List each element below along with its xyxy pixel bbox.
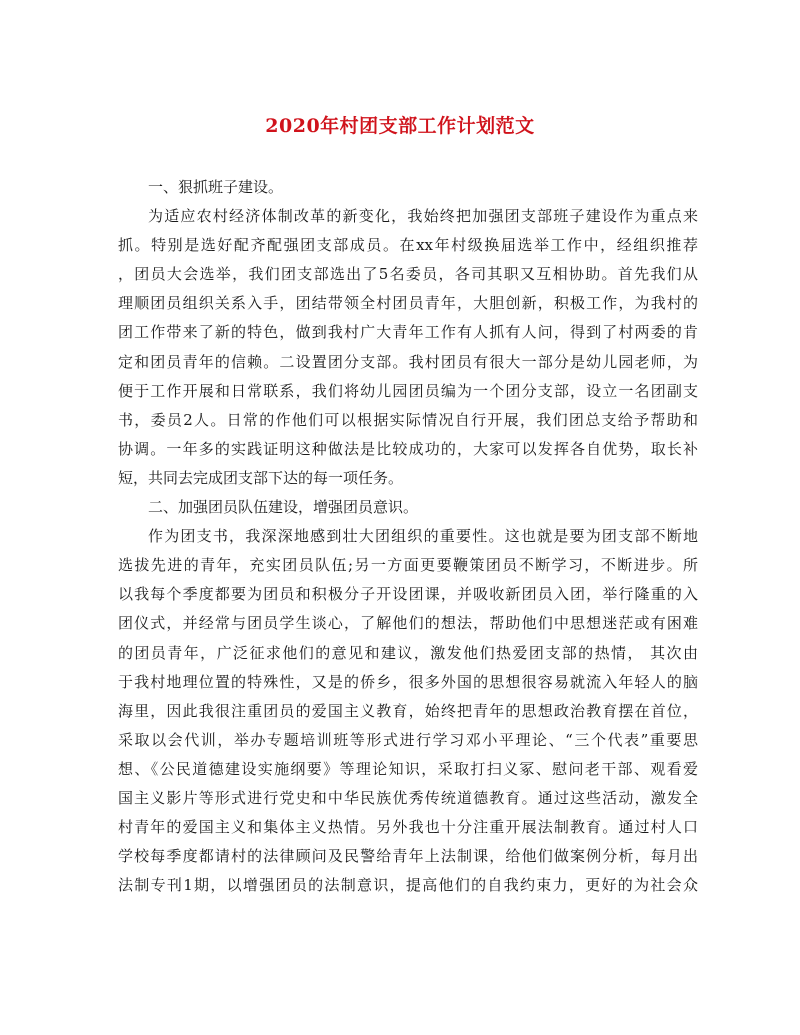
paragraph-line: 海里，因此我很注重团员的爱国主义教育，始终把青年的思想政治教育摆在首位， (118, 701, 698, 720)
paragraph-line: 于我村地理位置的特殊性，又是的侨乡，很多外国的思想很容易就流入年轻人的脑 (118, 672, 698, 691)
paragraph-line: 书，委员2人。日常的作他们可以根据实际情况自行开展，我们团总支给予帮助和 (118, 410, 698, 429)
paragraph-line: 采取以会代训，举办专题培训班等形式进行学习邓小平理论、“三个代表”重要思 (118, 730, 698, 749)
document-body (118, 173, 698, 900)
paragraph-line: 便于工作开展和日常联系，我们将幼儿园团员编为一个团分支部，设立一名团副支 (118, 381, 698, 400)
paragraph-line: 想、《公民道德建设实施纲要》等理论知识，采取打扫义冢、慰问老干部、观看爱 (118, 759, 698, 778)
paragraph-line: 国主义影片等形式进行党史和中华民族优秀传统道德教育。通过这些活动，激发全 (118, 788, 698, 807)
paragraph-line: ，团员大会选举，我们团支部选出了5名委员，各司其职又互相协助。首先我们从 (118, 265, 698, 284)
paragraph-line: 理顺团员组织关系入手，团结带领全村团员青年，大胆创新，积极工作，为我村的 (118, 294, 698, 313)
document-title: 2020年村团支部工作计划范文 (265, 115, 535, 137)
section-heading-1: 一、狠抓班子建设。 (148, 178, 284, 196)
paragraph-line: 短，共同去完成团支部下达的每一项任务。 (118, 468, 404, 487)
paragraph-line: 村青年的爱国主义和集体主义热情。另外我也十分注重开展法制教育。通过村人口 (118, 818, 698, 837)
paragraph-line: 定和团员青年的信赖。二设置团分支部。我村团员有很大一部分是幼儿园老师，为 (118, 352, 698, 371)
paragraph-line: 为适应农村经济体制改革的新变化，我始终把加强团支部班子建设作为重点来 (148, 207, 698, 226)
paragraph-line: 以我每个季度都要为团员和积极分子开设团课，并吸收新团员入团，举行隆重的入 (118, 585, 698, 604)
paragraph-line: 的团员青年，广泛征求他们的意见和建议，激发他们热爱团支部的热情， 其次由 (118, 643, 698, 662)
section-heading-2: 二、加强团员队伍建设，增强团员意识。 (148, 498, 419, 517)
paragraph-line: 选拔先进的青年，充实团员队伍;另一方面更要鞭策团员不断学习，不断进步。所 (118, 556, 698, 575)
paragraph-line: 法制专刊1期，以增强团员的法制意识，提高他们的自我约束力，更好的为社会众 (118, 876, 698, 895)
paragraph-line: 作为团支书，我深深地感到壮大团组织的重要性。这也就是要为团支部不断地 (148, 527, 698, 546)
paragraph-line: 团仪式，并经常与团员学生谈心，了解他们的想法，帮助他们中思想迷茫或有困难 (118, 614, 698, 633)
paragraph-line: 团工作带来了新的特色，做到我村广大青年工作有人抓有人问，得到了村两委的肯 (118, 323, 698, 342)
paragraph-line: 学校每季度都请村的法律顾问及民警给青年上法制课，给他们做案例分析，每月出 (118, 847, 698, 866)
paragraph-line: 抓。特别是选好配齐配强团支部成员。在xx年村级换届选举工作中，经组织推荐 (118, 236, 698, 255)
paragraph-line: 协调。一年多的实践证明这种做法是比较成功的，大家可以发挥各自优势，取长补 (118, 439, 698, 458)
